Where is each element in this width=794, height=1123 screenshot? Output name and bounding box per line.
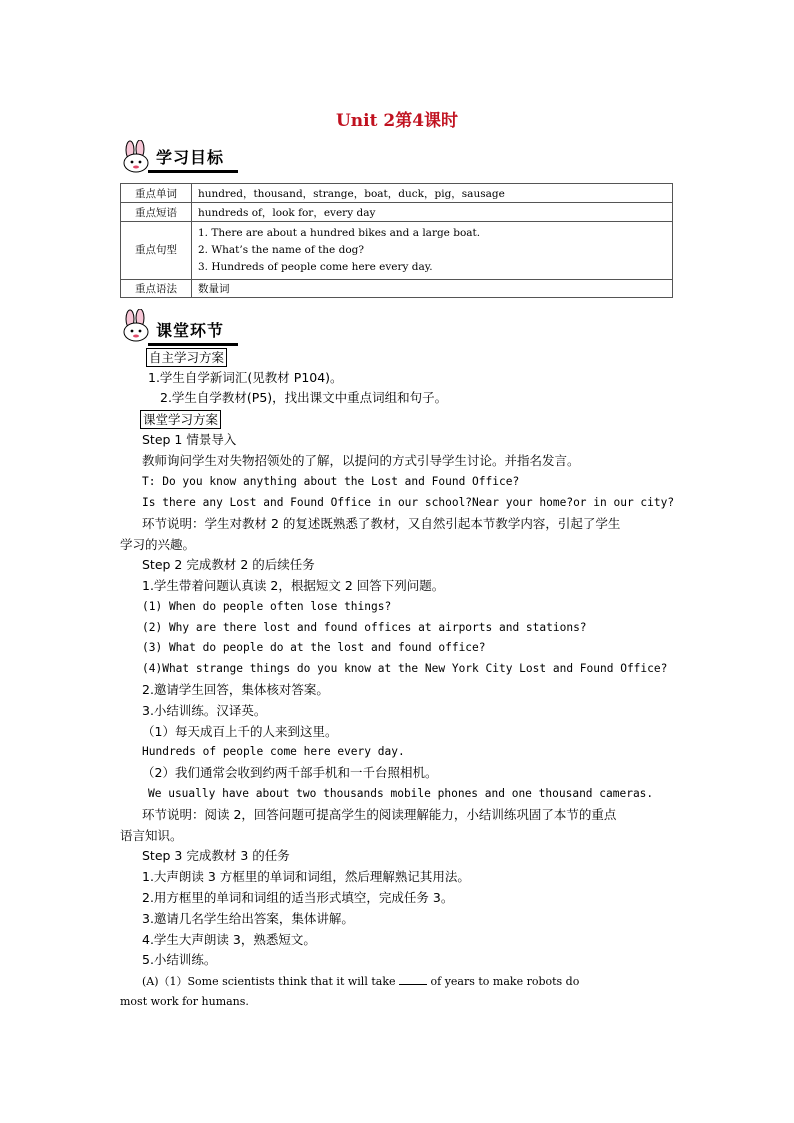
table-key: 重点语法 (121, 280, 192, 298)
text-line: 2.用方框里的单词和词组的适当形式填空，完成任务 3。 (142, 890, 454, 905)
sentence-line: 1. There are about a hundred bikes and a large boat. (198, 227, 481, 239)
step-heading: Step 2 完成教材 2 的后续任务 (142, 557, 315, 572)
answer-line: We usually have about two thousands mobile phones and one thousand cameras. (148, 787, 654, 800)
sentence-line: 2. What’s the name of the dog? (198, 244, 364, 256)
badge-label-goals: 学习目标 (156, 148, 225, 167)
text-line: （2）我们通常会收到约两千部手机和一千台照相机。 (142, 765, 438, 780)
table-value: hundred，thousand，strange，boat，duck，pig，sausage (192, 184, 673, 203)
exercise-text: (A)（1）Some scientists think that it will take (142, 975, 396, 988)
table-row (121, 280, 673, 298)
question-line: (2) Why are there lost and found offices at airports and stations? (142, 621, 587, 634)
sentence-line: 3. Hundreds of people come here every day. (198, 261, 433, 273)
table-key: 重点单词 (121, 184, 192, 203)
text-line: 2.学生自学教材(P5)，找出课文中重点词组和句子。 (160, 390, 448, 405)
text-line: T: Do you know anything about the Lost and Found Office? (142, 475, 520, 488)
exercise-line: most work for humans. (120, 995, 249, 1008)
text-line: Is there any Lost and Found Office in our school?Near your home?or in our city? (142, 496, 675, 509)
text-line: 1.学生带着问题认真读 2，根据短文 2 回答下列问题。 (142, 578, 445, 593)
text-line: 环节说明：阅读 2，回答问题可提高学生的阅读理解能力，小结训练巩固了本节的重点 (142, 807, 617, 822)
goals-table (120, 183, 673, 298)
exercise-text: of years to make robots do (430, 975, 580, 988)
badge-label-classroom: 课堂环节 (156, 321, 225, 340)
table-value (192, 222, 673, 280)
text-line: 2.邀请学生回答，集体核对答案。 (142, 682, 329, 697)
step-heading: Step 3 完成教材 3 的任务 (142, 848, 290, 863)
table-key: 重点句型 (121, 222, 192, 280)
text-line: 5.小结训练。 (142, 952, 217, 967)
text-line: 教师询问学生对失物招领处的了解，以提问的方式引导学生讨论。并指名发言。 (142, 453, 580, 468)
exercise-line (142, 973, 579, 990)
text-line: 1.大声朗读 3 方框里的单词和词组，然后理解熟记其用法。 (142, 869, 470, 884)
goals-badge (118, 140, 238, 174)
text-line: 4.学生大声朗读 3，熟悉短文。 (142, 932, 316, 947)
answer-line: Hundreds of people come here every day. (142, 745, 405, 758)
question-line: (3) What do people do at the lost and found office? (142, 641, 486, 654)
section-heading-class-plan (140, 410, 221, 429)
text-line: 1.学生自学新词汇(见教材 P104)。 (148, 370, 343, 385)
question-line: (4)What strange things do you know at the New York City Lost and Found Office? (142, 662, 668, 675)
table-value: 数量词 (192, 280, 673, 298)
classroom-badge (118, 309, 238, 343)
fill-in-blank (399, 973, 427, 985)
question-line: (1) When do people often lose things? (142, 600, 392, 613)
page-title: Unit 2第4课时 (335, 111, 459, 131)
table-row (121, 184, 673, 203)
text-line: 学习的兴趣。 (120, 537, 196, 552)
step-heading: Step 1 情景导入 (142, 432, 237, 447)
text-line: 3.邀请几名学生给出答案，集体讲解。 (142, 911, 354, 926)
section-heading-self-plan (146, 348, 227, 367)
text-line: （1）每天成百上千的人来到这里。 (142, 724, 338, 739)
text-line: 3.小结训练。汉译英。 (142, 703, 267, 718)
text-line: 语言知识。 (120, 828, 183, 843)
class-plan-box: 课堂学习方案 (140, 410, 221, 429)
table-row (121, 203, 673, 222)
table-value: hundreds of，look for，every day (192, 203, 673, 222)
self-plan-box: 自主学习方案 (146, 348, 227, 367)
table-key: 重点短语 (121, 203, 192, 222)
table-row (121, 222, 673, 280)
text-line: 环节说明：学生对教材 2 的复述既熟悉了教材，又自然引起本节教学内容，引起了学生 (142, 516, 621, 531)
